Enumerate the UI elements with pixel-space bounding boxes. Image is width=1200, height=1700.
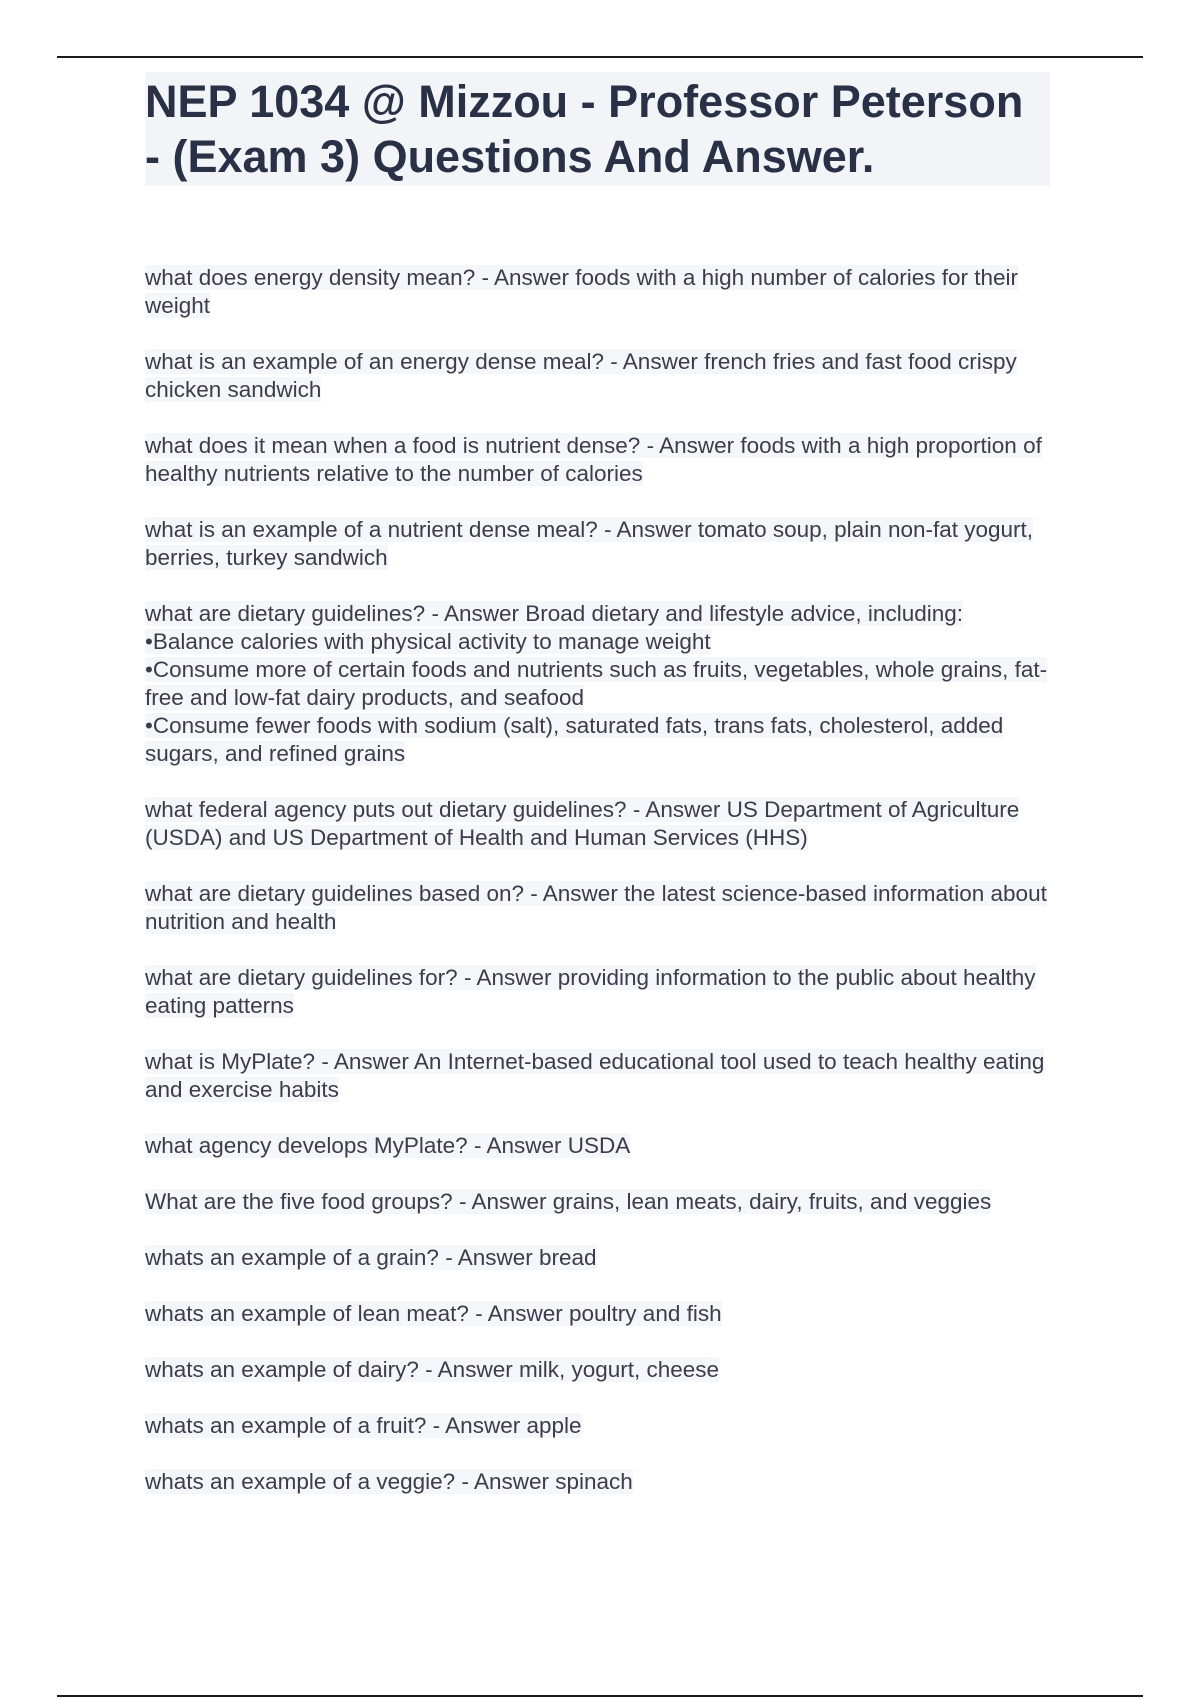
qa-item bbox=[145, 1412, 1075, 1440]
qa-item bbox=[145, 1356, 1075, 1384]
qa-text bbox=[145, 1413, 582, 1438]
separator: - bbox=[315, 1049, 334, 1074]
answer-prefix: Answer bbox=[645, 797, 721, 822]
separator: - bbox=[524, 881, 543, 906]
qa-text bbox=[145, 349, 1017, 402]
qa-item bbox=[145, 880, 1075, 936]
answer-prefix: Answer bbox=[457, 1245, 533, 1270]
top-rule bbox=[57, 56, 1143, 58]
separator: - bbox=[425, 601, 444, 626]
answer-prefix: Answer bbox=[471, 1189, 547, 1214]
qa-list bbox=[145, 264, 1075, 1524]
page-title: NEP 1034 @ Mizzou - Professor Peterson - (Exam 3) Questions And Answer. bbox=[145, 76, 1024, 182]
qa-text bbox=[145, 797, 1019, 850]
question-text: what is an example of an energy dense meal? bbox=[145, 349, 605, 374]
qa-item bbox=[145, 1244, 1075, 1272]
answer-text: poultry and fish bbox=[569, 1301, 722, 1326]
answer-text: providing information to the public about healthy eating patterns bbox=[145, 965, 1036, 1018]
qa-text bbox=[145, 433, 1042, 486]
qa-item bbox=[145, 516, 1075, 572]
separator: - bbox=[626, 797, 646, 822]
question-text: what is an example of a nutrient dense meal? bbox=[145, 517, 598, 542]
answer-prefix: Answer bbox=[437, 1357, 513, 1382]
question-text: whats an example of a grain? bbox=[145, 1245, 439, 1270]
question-text: whats an example of a fruit? bbox=[145, 1413, 427, 1438]
answer-prefix: Answer bbox=[333, 1049, 409, 1074]
separator: - bbox=[468, 1301, 488, 1326]
separator: - bbox=[640, 433, 660, 458]
answer-text: french fries and fast food crispy chicken sandwich bbox=[145, 349, 1017, 402]
qa-item bbox=[145, 1300, 1075, 1328]
answer-prefix: Answer bbox=[622, 349, 698, 374]
answer-prefix: Answer bbox=[659, 433, 735, 458]
answer-text: apple bbox=[526, 1413, 582, 1438]
separator: - bbox=[475, 265, 494, 290]
qa-text bbox=[145, 1133, 630, 1158]
question-text: what are dietary guidelines? bbox=[145, 601, 426, 626]
answer-prefix: Answer bbox=[445, 1413, 521, 1438]
qa-text bbox=[145, 517, 1033, 570]
qa-text bbox=[145, 1357, 719, 1382]
separator: - bbox=[597, 517, 617, 542]
separator: - bbox=[457, 965, 477, 990]
qa-item bbox=[145, 600, 1075, 768]
qa-text bbox=[145, 601, 1047, 766]
answer-text: milk, yogurt, cheese bbox=[518, 1357, 720, 1382]
answer-prefix: Answer bbox=[476, 965, 552, 990]
qa-item bbox=[145, 1048, 1075, 1104]
question-text: what does it mean when a food is nutrient dense? bbox=[145, 433, 641, 458]
qa-text bbox=[145, 1301, 722, 1326]
answer-prefix: Answer bbox=[616, 517, 692, 542]
answer-prefix: Answer bbox=[473, 1469, 549, 1494]
question-text: What are the five food groups? bbox=[145, 1189, 453, 1214]
answer-text: the latest science-based information about nutrition and health bbox=[145, 881, 1047, 934]
separator: - bbox=[467, 1133, 487, 1158]
answer-text: bread bbox=[539, 1245, 597, 1270]
qa-text bbox=[145, 1469, 633, 1494]
question-text: what are dietary guidelines based on? bbox=[145, 881, 525, 906]
separator: - bbox=[438, 1245, 458, 1270]
qa-text bbox=[145, 1189, 991, 1214]
qa-text bbox=[145, 965, 1036, 1018]
answer-prefix: Answer bbox=[493, 265, 570, 290]
qa-text bbox=[145, 1049, 1044, 1102]
qa-item bbox=[145, 1468, 1075, 1496]
separator: - bbox=[426, 1413, 446, 1438]
separator: - bbox=[452, 1189, 472, 1214]
qa-item bbox=[145, 1132, 1075, 1160]
answer-text: foods with a high proportion of healthy nutrients relative to the number of calories bbox=[145, 433, 1042, 486]
answer-text: US Department of Agriculture (USDA) and US Department of Health and Human Services (HHS) bbox=[145, 797, 1020, 850]
qa-text bbox=[145, 881, 1047, 934]
qa-item bbox=[145, 964, 1075, 1020]
separator: - bbox=[455, 1469, 474, 1494]
qa-item bbox=[145, 348, 1075, 404]
title-block bbox=[145, 72, 1050, 186]
qa-item bbox=[145, 432, 1075, 488]
qa-item bbox=[145, 1188, 1075, 1216]
answer-prefix: Answer bbox=[486, 1133, 562, 1158]
qa-item bbox=[145, 796, 1075, 852]
qa-item bbox=[145, 264, 1075, 320]
question-text: what agency develops MyPlate? bbox=[145, 1133, 468, 1158]
question-text: what are dietary guidelines for? bbox=[145, 965, 458, 990]
question-text: what does energy density mean? bbox=[145, 265, 476, 290]
answer-prefix: Answer bbox=[443, 601, 519, 626]
answer-text: spinach bbox=[555, 1469, 633, 1494]
separator: - bbox=[418, 1357, 438, 1382]
bottom-rule bbox=[57, 1695, 1143, 1697]
answer-prefix: Answer bbox=[542, 881, 618, 906]
question-text: whats an example of lean meat? bbox=[145, 1301, 469, 1326]
answer-text: Broad dietary and lifestyle advice, including: •Balance calories with physical activity to manage weight •Consume more of certain foods and nutrients such as fruits, vegetables, whole grains, fat-free and low-fat dairy products, and seafood •Consume fewer foods with sodium (salt), saturated fats, trans fats, cholesterol, added sugars, and refined grains bbox=[145, 601, 1048, 766]
separator: - bbox=[604, 349, 623, 374]
question-text: what is MyPlate? bbox=[145, 1049, 316, 1074]
question-text: whats an example of dairy? bbox=[145, 1357, 419, 1382]
answer-prefix: Answer bbox=[487, 1301, 563, 1326]
answer-text: USDA bbox=[567, 1133, 631, 1158]
qa-text bbox=[145, 1245, 597, 1270]
answer-text: grains, lean meats, dairy, fruits, and veggies bbox=[552, 1189, 992, 1214]
answer-text: An Internet-based educational tool used to teach healthy eating and exercise habits bbox=[145, 1049, 1045, 1102]
question-text: whats an example of a veggie? bbox=[145, 1469, 456, 1494]
answer-text: tomato soup, plain non-fat yogurt, berries, turkey sandwich bbox=[145, 517, 1034, 570]
qa-text bbox=[145, 265, 1018, 318]
answer-text: foods with a high number of calories for their weight bbox=[145, 265, 1019, 318]
question-text: what federal agency puts out dietary guidelines? bbox=[145, 797, 627, 822]
